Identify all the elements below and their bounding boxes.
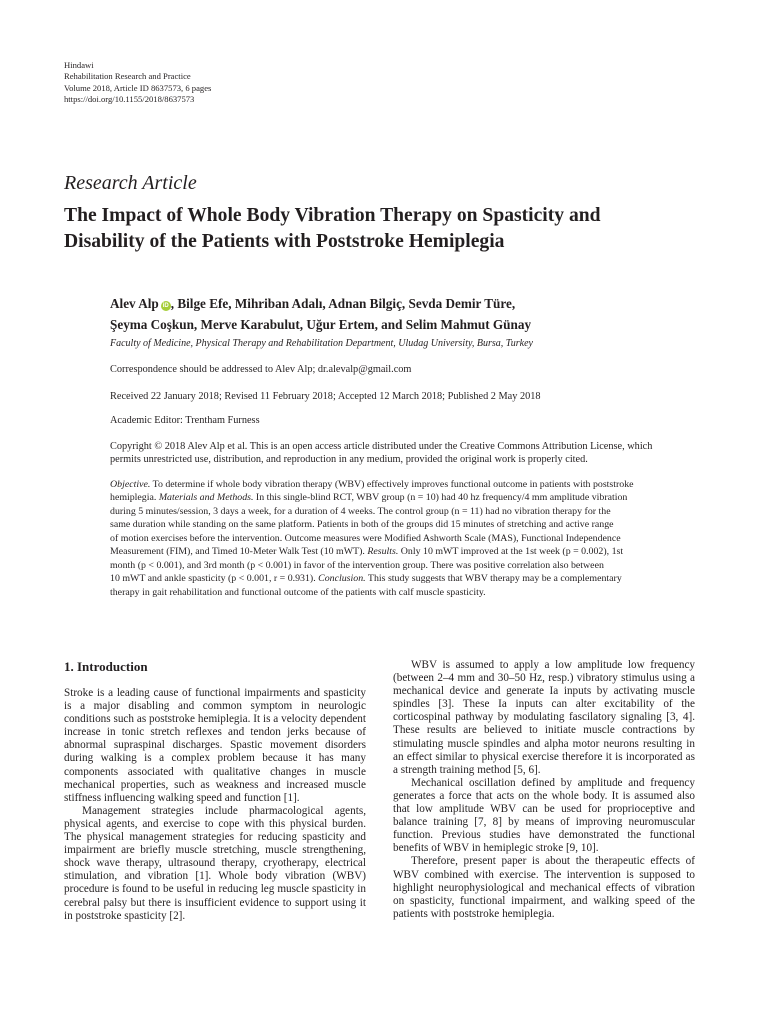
body-paragraph: WBV is assumed to apply a low amplitude low frequency (between 2–4 mm and 30–50 Hz, resp.) vibratory stimulus using a mechanical device and generate Ia inputs by activating muscle spindles [3]. These Ia inputs can alter excitability of the corticospinal pathway by modulating fascilatory signaling [3, 4]. These results are believed to initiate muscle contractions by stimulating muscle spindles and alpha motor neurons resulting in an effect similar to physical exercise therefore it is incorporated as a strength training method [5, 6]. (393, 659, 695, 776)
journal-name: Rehabilitation Research and Practice (64, 71, 191, 82)
volume-info: Volume 2018, Article ID 8637573, 6 pages (64, 82, 212, 93)
paper-title (64, 203, 724, 255)
abstract-label-results: Results. (367, 546, 399, 558)
body-paragraph: Management strategies include pharmacological agents, physical agents, and exercise to cope with this physical burden. The physical management strategies for reducing spasticity and impairment are briefly muscle stretching, muscle strengthening, shock wave therapy, ultrasound therapy, cryotherapy, electrical stimulation, and vibration [1]. Whole body vibration (WBV) procedure is found to be useful in reducing leg muscle spasticity in cerebral palsy but there is insufficient evidence to support using it in poststroke spasticity [2]. (64, 804, 366, 922)
article-type: Research Article (64, 172, 197, 194)
title-line: The Impact of Whole Body Vibration Therapy on Spasticity and (64, 205, 601, 226)
correspondence: Correspondence should be addressed to Alev Alp; dr.alevalp@gmail.com (110, 364, 412, 375)
section-heading: 1. Introduction (64, 659, 148, 674)
body-paragraph: Mechanical oscillation defined by amplitude and frequency generates a force that acts on the whole body. It is assumed also that low amplitude WBV can be used for proprioceptive and balance training [7, 8] by means of improving neuromuscular function. Previous studies have demonstrated the functional benefits of WBV in hemiplegic stroke [9, 10]. (393, 776, 695, 855)
orcid-icon[interactable]: iD (162, 303, 169, 309)
body-paragraph: Therefore, present paper is about the therapeutic effects of WBV combined with exercise. The intervention is supposed to highlight neurophysiological and mechanical effects of vibration on spasticity, functional impairment, and walking speed of the patients with poststroke hemiplegia. (393, 855, 695, 920)
author-list (110, 293, 720, 335)
abstract-label-methods: Materials and Methods. (158, 492, 254, 504)
abstract-label-objective: Objective. (110, 479, 151, 490)
abstract: Objective. To determine if whole body vibration therapy (WBV) effectively improves functional outcome in patients with poststroke hemiplegia. Materials and Methods. In this single-blind RCT, WBV group (n = 10) had 40 hz frequency/4 mm amplitude vibration during 5 minutes/session, 3 days a week, for a duration of 4 weeks. The control group (n = 11) had no vibration therapy for the same duration while standing on the same platform. Patients in both of the groups did 15 minutes of stretching and active range of motion exercises before the intervention. Outcome measures were Modified Ashworth Scale (MAS), Functional Independence Measurement (FIM), and Timed 10-Meter Walk Test (10 mWT). Results. Only 10 mWT improved at the 1st week (p = 0.002), 1st month (p < 0.001), and 3rd month (p < 0.001) in favor of the intervention group. There was positive correlation also between 10 mWT and ankle spasticity (p < 0.001, r = 0.931). Conclusion. This study suggests that WBV therapy may be a complementary therapy in gait rehabilitation and functional outcome of the patients with calf muscle spasticity. (110, 479, 634, 598)
academic-editor: Academic Editor: Trentham Furness (110, 415, 260, 426)
left-column (64, 659, 366, 923)
copyright-notice: Copyright © 2018 Alev Alp et al. This is an open access article distributed under the Creative Commons Attribution License, which permits unrestricted use, distribution, and reproduction in any medium, provided the original work is properly cited. (110, 441, 653, 465)
body-paragraph: Stroke is a leading cause of functional impairments and spasticity is a major disabling and common symptom in neurologic conditions such as poststroke hemiplegia. It is a velocity dependent increase in tonic stretch reflexes and tendon jerks because of abnormal supraspinal discharges. Spastic movement disorders during walking is a complex problem because it has many components associated with qualitative changes in muscle mechanical properties, such as weakness and increased muscle stiffness influencing walking speed and function [1]. (64, 687, 366, 804)
author-names: Şeyma Coşkun, Merve Karabulut, Uğur Ertem, and Selim Mahmut Günay (110, 317, 532, 332)
title-line: Disability of the Patients with Poststroke Hemiplegia (64, 231, 505, 252)
right-column (393, 659, 695, 921)
author-names: , Bilge Efe, Mihriban Adalı, Adnan Bilgiç, Sevda Demir Türe, (170, 296, 516, 311)
publication-dates: Received 22 January 2018; Revised 11 February 2018; Accepted 12 March 2018; Published 2 May 2018 (110, 391, 541, 402)
abstract-label-conclusion: Conclusion. (318, 573, 366, 585)
journal-header (64, 60, 211, 106)
doi-link[interactable]: https://doi.org/10.1155/2018/8637573 (64, 94, 195, 105)
author-name[interactable]: Alev Alp (110, 296, 159, 311)
publisher: Hindawi (64, 60, 94, 70)
affiliation: Faculty of Medicine, Physical Therapy and Rehabilitation Department, Uludag University, Bursa, Turkey (110, 338, 533, 349)
